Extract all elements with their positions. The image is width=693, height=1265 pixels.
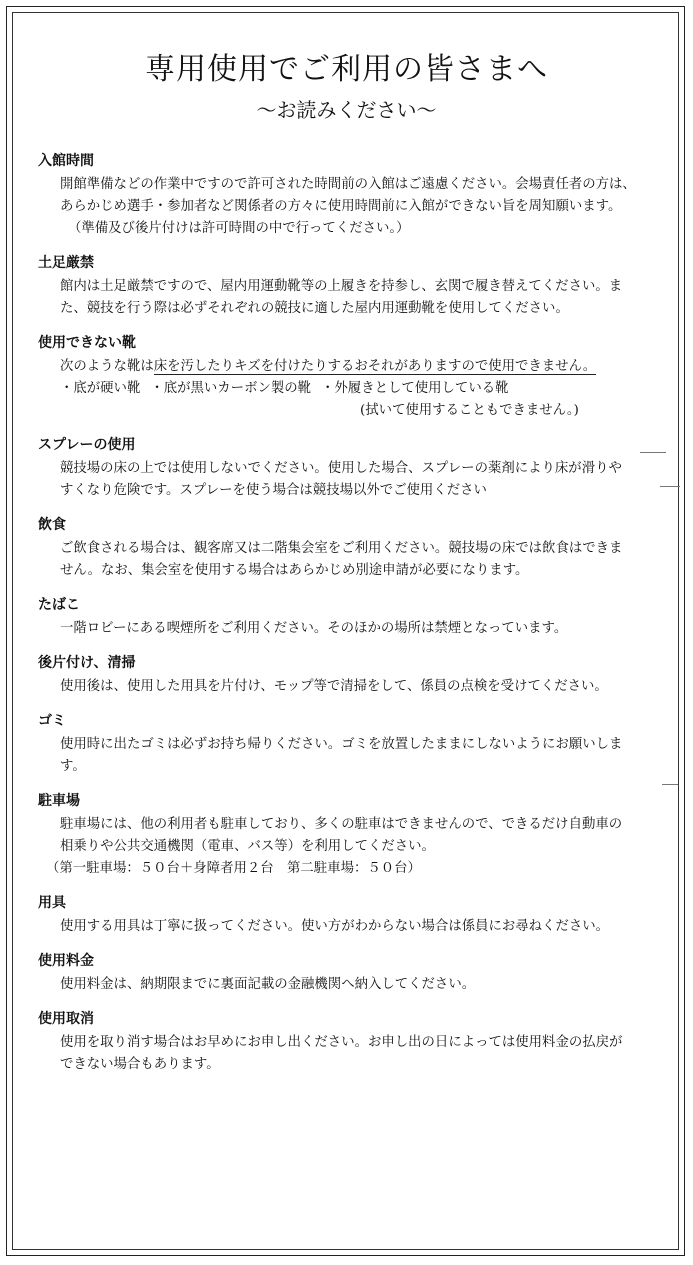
section-text (38, 458, 648, 502)
section-heading: 飲食 (38, 517, 66, 533)
text-line (60, 356, 648, 378)
section-text (38, 814, 648, 880)
text-note: （準備及び後片付けは許可時間の中で行ってください。） (68, 221, 410, 236)
section-food (38, 516, 648, 582)
section-text (38, 734, 648, 778)
text-line: た、競技を行う際は必ずそれぞれの競技に適した屋内用運動靴を使用してください。 (60, 301, 569, 316)
section-text (38, 276, 648, 320)
lead-text: 次のような靴は (60, 359, 154, 374)
shoe-item: ・底が黒いカーボン製の靴 (150, 381, 312, 396)
shoe-list (60, 378, 648, 400)
section-heading: 土足厳禁 (38, 255, 94, 271)
notice-body (38, 152, 648, 1090)
section-text (38, 916, 648, 938)
text-line: せん。なお、集会室を使用する場合はあらかじめ別途申請が必要になります。 (60, 563, 529, 578)
section-heading: 使用できない靴 (38, 335, 136, 351)
section-text (38, 538, 648, 582)
text-line: できない場合もあります。 (60, 1057, 220, 1072)
section-no-shoes (38, 254, 648, 320)
text-line: 相乗りや公共交通機関（電車、バス等）を利用してください。 (60, 839, 435, 854)
text-line: 館内は土足厳禁ですので、屋内用運動靴等の上履きを持参し、玄関で履き替えてください。ま (60, 279, 623, 294)
section-text (38, 1032, 648, 1076)
section-heading: 使用取消 (38, 1011, 94, 1027)
section-spray (38, 436, 648, 502)
section-parking (38, 792, 648, 880)
section-cancellation (38, 1010, 648, 1076)
section-fees (38, 952, 648, 996)
text-line: 開館準備などの作業中ですので許可された時間前の入館はご遠慮ください。会場責任者の方は、 (60, 177, 636, 192)
page-subtitle: 〜お読みください〜 (256, 98, 437, 122)
section-text (38, 174, 648, 240)
section-heading: ゴミ (38, 713, 66, 729)
section-text (38, 676, 648, 698)
section-heading: 後片付け、清掃 (38, 655, 136, 671)
text-line: 使用時に出たゴミは必ずお持ち帰りください。ゴミを放置したままにしないようにお願いしま (60, 737, 623, 752)
section-garbage (38, 712, 648, 778)
section-heading: 用具 (38, 895, 66, 911)
text-note: (拭いて使用することもできません。) (360, 403, 579, 418)
text-line: 使用料金は、納期限までに裏面記載の金融機関へ納入してください。 (60, 977, 476, 992)
underlined-text: 床を汚したりキズを付けたりするおそれがありますので使用できません。 (153, 359, 597, 374)
text-line: 駐車場には、他の利用者も駐車しており、多くの駐車はできませんので、できるだけ自動車の (60, 817, 623, 832)
section-heading: 使用料金 (38, 953, 94, 969)
section-cleanup (38, 654, 648, 698)
scan-speck (640, 452, 666, 453)
section-equipment (38, 894, 648, 938)
text-line: 一階ロビーにある喫煙所をご利用ください。そのほかの場所は禁煙となっています。 (60, 621, 568, 636)
section-text (38, 618, 648, 640)
text-line: 使用後は、使用した用具を片付け、モップ等で清掃をして、係員の点検を受けてください。 (60, 679, 608, 694)
page-title: 専用使用でご利用の皆さまへ (145, 52, 548, 87)
section-heading: 駐車場 (38, 793, 80, 809)
text-line: あらかじめ選手・参加者など関係者の方々に使用時間前に入館ができない旨を周知願います。 (60, 199, 622, 214)
section-text (38, 356, 648, 422)
section-heading: たばこ (38, 597, 80, 613)
scan-speck (662, 784, 678, 785)
text-line: 使用する用具は丁寧に扱ってください。使い方がわからない場合は係員にお尋ねください。 (60, 919, 610, 934)
text-line: ご飲食される場合は、観客席又は二階集会室をご利用ください。競技場の床では飲食はできま (60, 541, 623, 556)
shoe-item: ・底が硬い靴 (60, 381, 141, 396)
text-line: すくなり危険です。スプレーを使う場合は競技場以外でご使用ください (60, 483, 487, 498)
text-line: 使用を取り消す場合はお早めにお申し出ください。お申し出の日によっては使用料金の払戻が (60, 1035, 623, 1050)
section-heading: 入館時間 (38, 153, 94, 169)
section-heading: スプレーの使用 (38, 437, 136, 453)
scan-speck (660, 486, 680, 487)
section-text (38, 974, 648, 996)
section-entry-time (38, 152, 648, 240)
shoe-item: ・外履きとして使用している靴 (321, 381, 509, 396)
text-line: 競技場の床の上では使用しないでください。使用した場合、スプレーの薬剤により床が滑りや (60, 461, 622, 476)
text-line: す。 (60, 759, 86, 774)
section-smoking (38, 596, 648, 640)
text-note: （第一駐車場：５０台＋身障者用２台 第二駐車場：５０台） (46, 861, 421, 876)
section-prohibited-shoes (38, 334, 648, 422)
